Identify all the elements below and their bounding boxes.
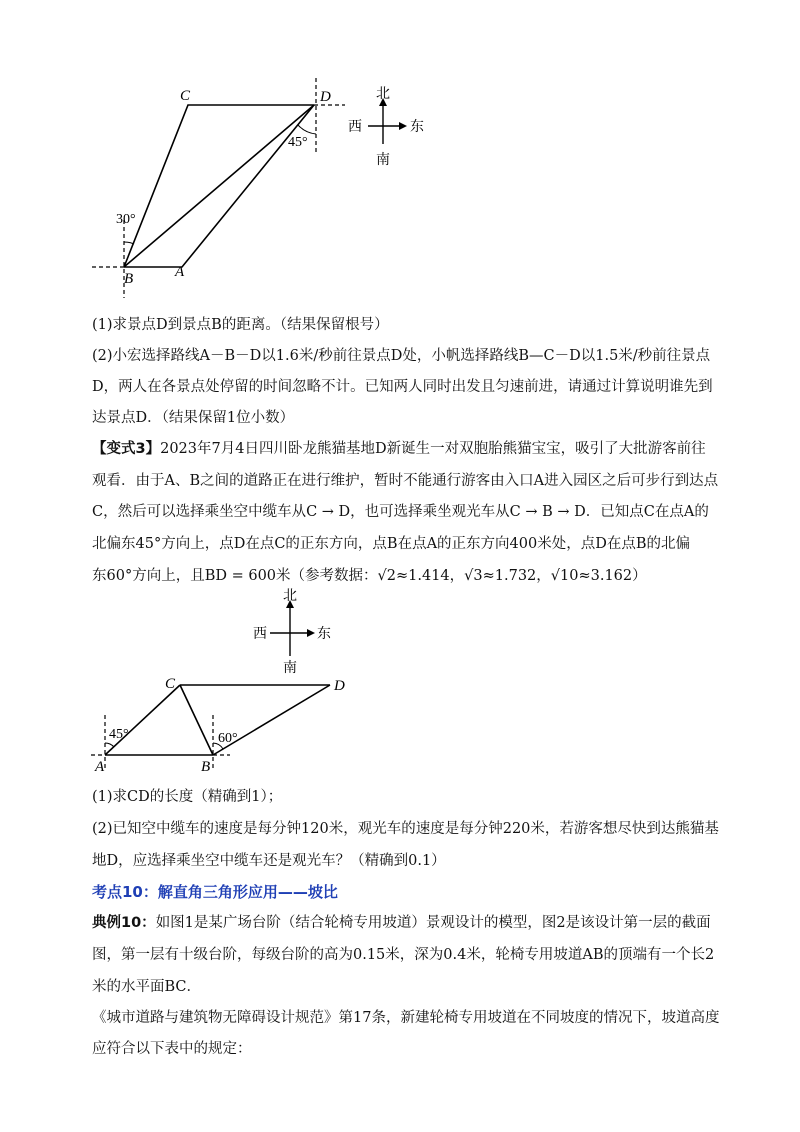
compass-south: 南 xyxy=(283,661,297,676)
angle-arc-30 xyxy=(124,242,134,244)
problem-a-q2-line2: D，两人在各景点处停留的时间忽略不计。已知两人同时出发且匀速前进，请通过计算说明谁先到 xyxy=(92,379,713,395)
figure-1-diagram xyxy=(80,70,450,305)
problem-a-q1: (1)求景点D到景点B的距离。（结果保留根号） xyxy=(92,317,389,333)
compass-north: 北 xyxy=(283,589,297,604)
example10-line1: 典例10：如图1是某广场台阶（结合轮椅专用坡道）景观设计的模型，图2是该设计第一层的截面 xyxy=(92,915,711,931)
label-d: D xyxy=(320,89,331,105)
variant3-line4: 北偏东45°方向上，点D在点C的正东方向，点B在点A的正东方向400米处，点D在点B的北偏 xyxy=(92,536,691,552)
label-a: A xyxy=(175,264,185,280)
compass-south: 南 xyxy=(376,153,390,168)
section-title: 考点10：解直角三角形应用——坡比 xyxy=(92,883,338,901)
problem-a-q2-line1: (2)小宏选择路线A－B－D以1.6米/秒前往景点D处，小帆选择路线B—C－D以1.5米/秒前往景点 xyxy=(92,348,711,364)
compass-north: 北 xyxy=(376,87,390,102)
label-b: B xyxy=(201,759,211,775)
compass-icon xyxy=(253,588,331,676)
compass-west: 西 xyxy=(253,627,267,642)
segment-bd xyxy=(124,105,314,267)
example10-line2: 图，第一层有十级台阶，每级台阶的高为0.15米，深为0.4米，轮椅专用坡道AB的顶端有一个长2 xyxy=(92,947,715,963)
example10-line5: 应符合以下表中的规定： xyxy=(92,1041,252,1057)
variant3-line3: C，然后可以选择乘坐空中缆车从C → D，也可选择乘坐观光车从C → B → D．已知点C在点A的 xyxy=(92,504,709,520)
angle-label-45: 45° xyxy=(109,727,129,742)
variant3-line5: 东60°方向上，且BD = 600米（参考数据：√2≈1.414，√3≈1.732，√10≈3.162） xyxy=(92,568,647,584)
angle-label-30: 30° xyxy=(116,212,136,227)
segment-cb xyxy=(180,685,213,755)
label-c: C xyxy=(180,88,191,104)
example10-tag: 典例10： xyxy=(92,915,156,931)
compass-east: 东 xyxy=(317,627,331,642)
label-c: C xyxy=(165,676,176,692)
compass-icon xyxy=(348,86,424,168)
angle-label-60: 60° xyxy=(218,731,238,746)
problem-b-q2-line1: (2)已知空中缆车的速度是每分钟120米，观光车的速度是每分钟220米，若游客想尽快到达熊猫基 xyxy=(92,821,719,837)
compass-west: 西 xyxy=(348,120,362,135)
label-a: A xyxy=(95,759,105,775)
angle-label-45: 45° xyxy=(288,135,308,150)
example10-line4: 《城市道路与建筑物无障碍设计规范》第17条，新建轮椅专用坡道在不同坡度的情况下，坡道高度 xyxy=(92,1010,720,1026)
example10-line3: 米的水平面BC． xyxy=(92,979,202,995)
label-d: D xyxy=(334,678,345,694)
label-b: B xyxy=(124,271,134,287)
variant3-line2: 观看．由于A、B之间的道路正在进行维护，暂时不能通行游客由入口A进入园区之后可步行到达点 xyxy=(92,473,719,489)
problem-b-q1: (1)求CD的长度（精确到1）； xyxy=(92,789,283,805)
problem-b-q2-line2: 地D，应选择乘坐空中缆车还是观光车？（精确到0.1） xyxy=(92,853,446,869)
segment-ac xyxy=(105,685,180,755)
figure-2-diagram xyxy=(85,588,385,778)
angle-arc-45 xyxy=(298,125,316,134)
compass-east: 东 xyxy=(410,120,424,135)
angle-arc-45 xyxy=(105,743,114,747)
variant3-line1: 【变式3】2023年7月4日四川卧龙熊猫基地D新诞生一对双胞胎熊猫宝宝，吸引了大批游客前往 xyxy=(92,441,706,457)
problem-a-q2-line3: 达景点D．（结果保留1位小数） xyxy=(92,410,295,426)
variant3-tag: 【变式3】 xyxy=(92,441,161,457)
